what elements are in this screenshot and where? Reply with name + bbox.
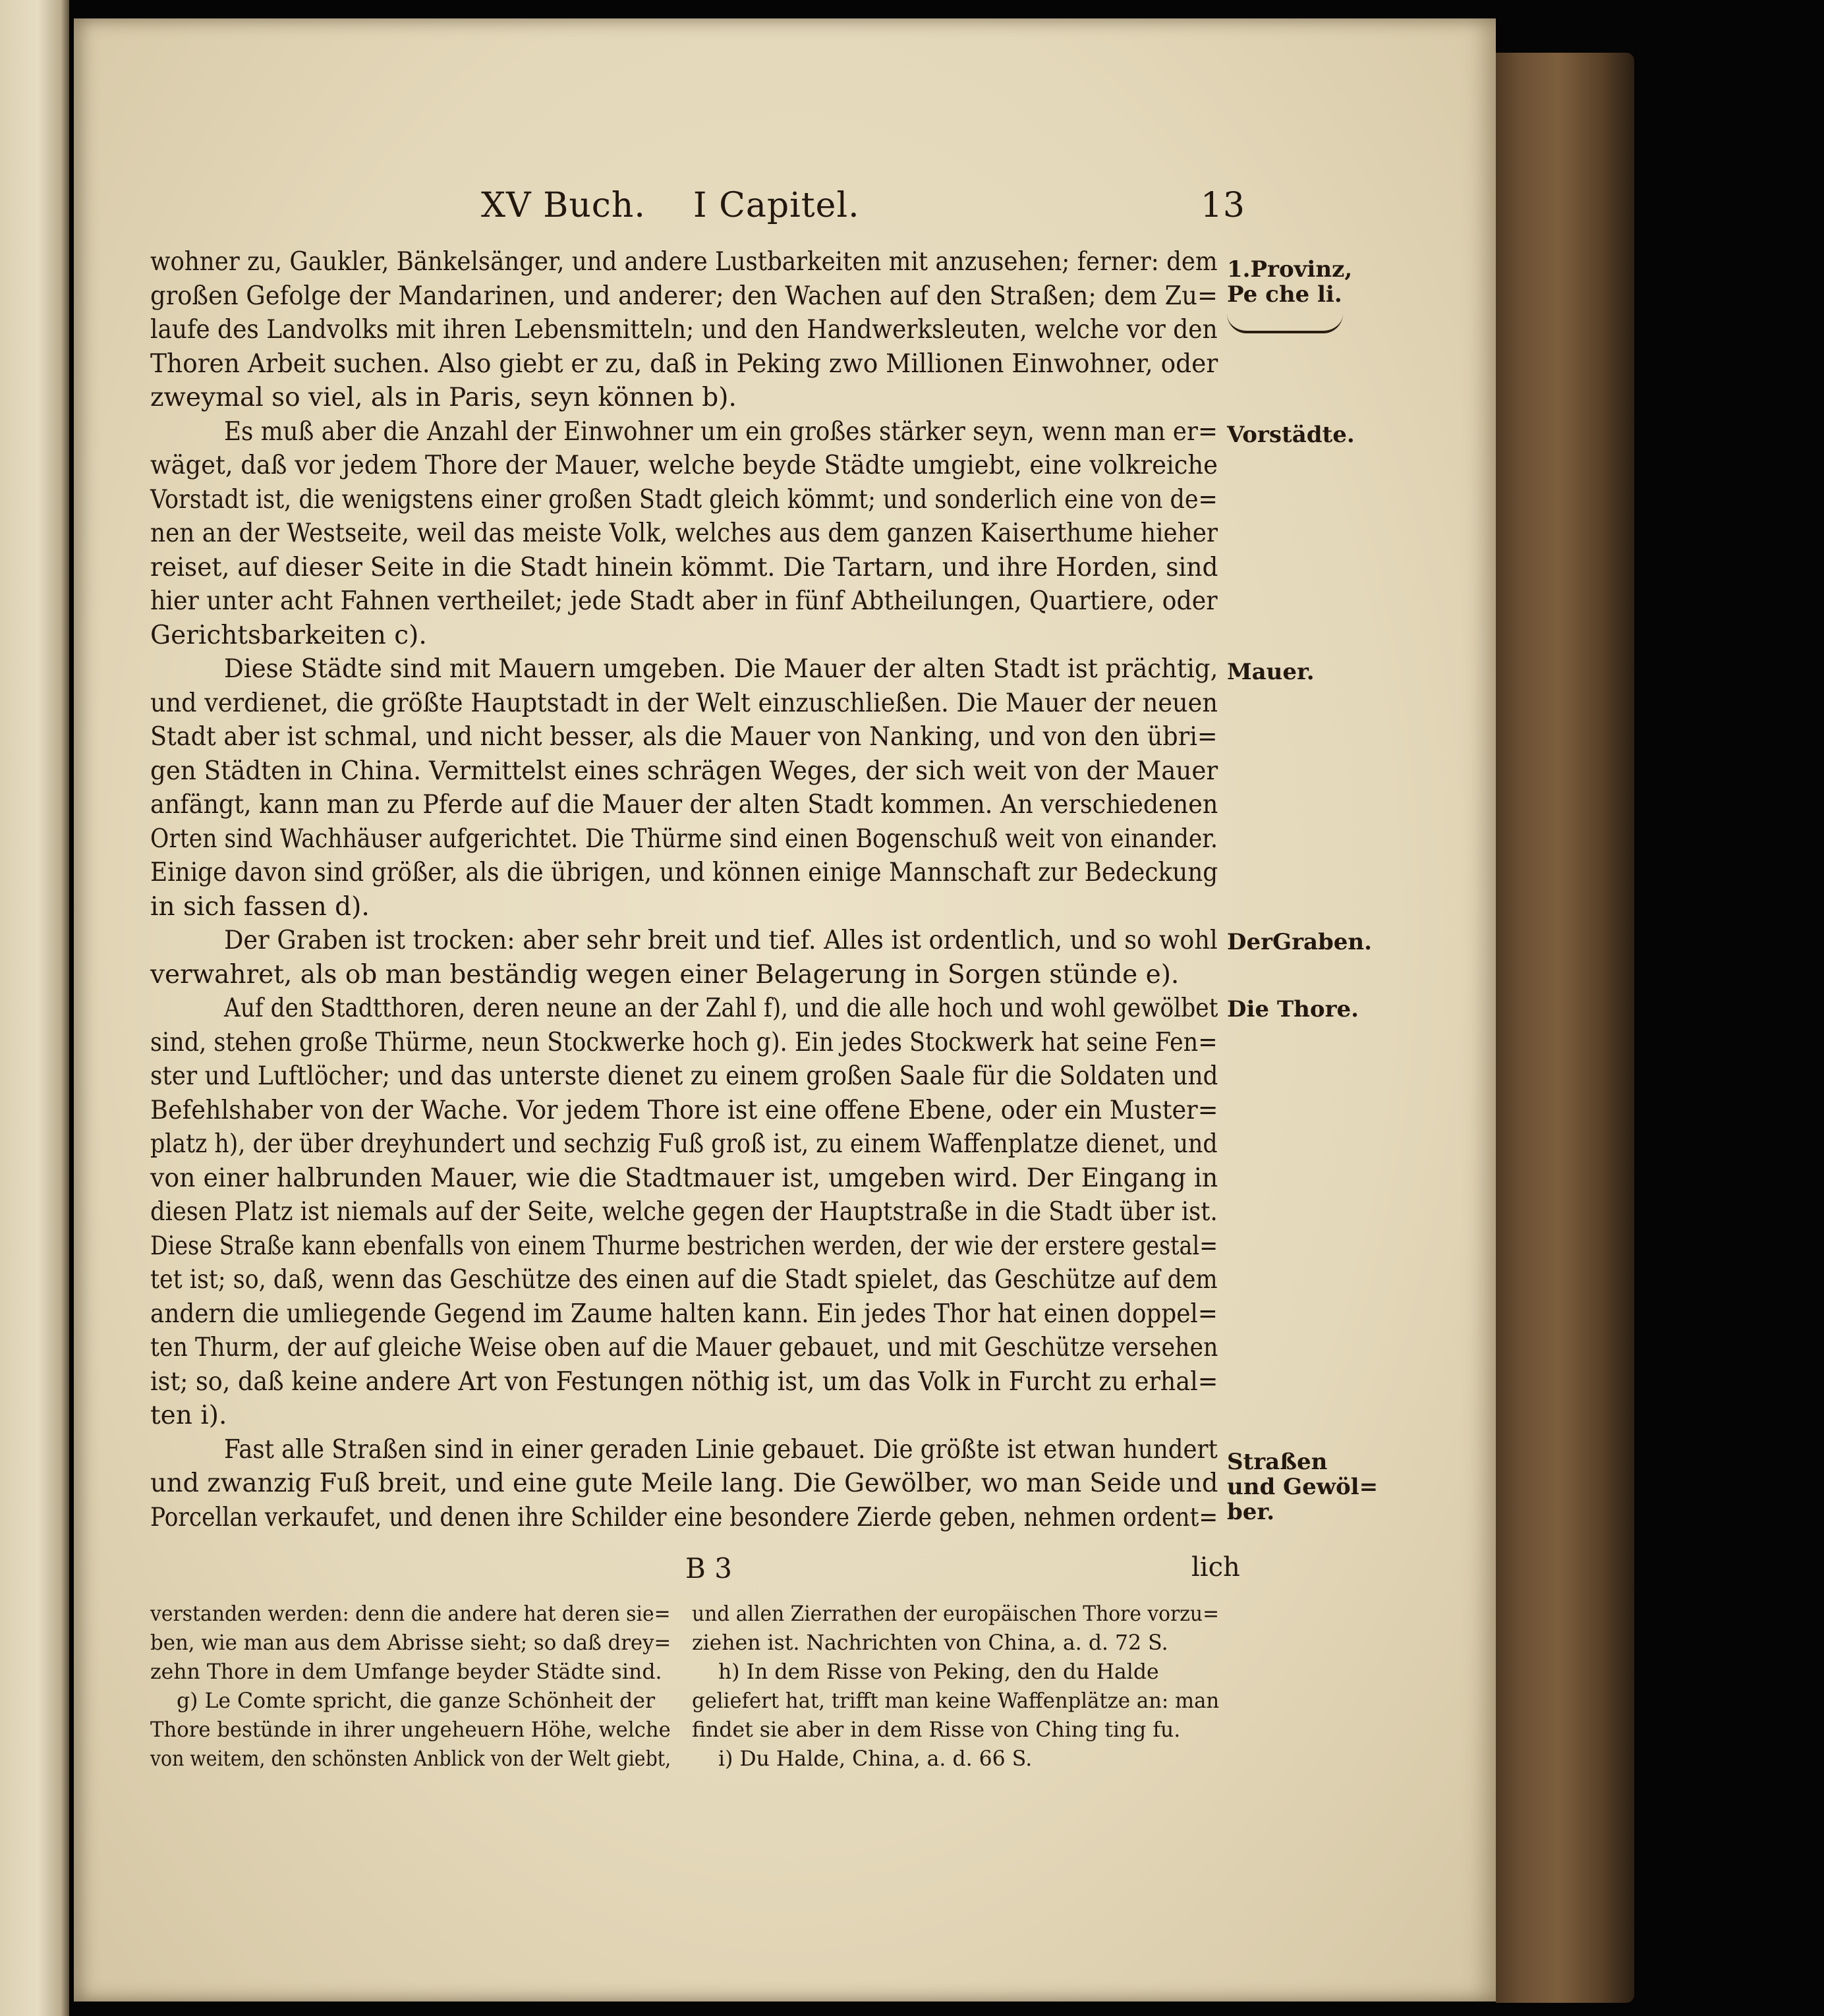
text-line: Orten sind Wachhäuser aufgerichtet. Die Thürme sind einen Bogenschuß weit von einander. [150,824,1218,854]
text-line: findet sie aber in dem Risse von Ching ting fu. [692,1718,1181,1742]
margin-note-vorstaedte: Vorstädte. [1227,422,1355,448]
text-line: i) Du Halde, China, a. d. 66 S. [718,1747,1033,1771]
text-line: großen Gefolge der Mandarinen, und anderer; den Wachen auf den Straßen; dem Zu= [150,281,1218,311]
text-line: Der Graben ist trocken: aber sehr breit und tief. Alles ist ordentlich, und so wohl [224,926,1218,955]
margin-note-graben: DerGraben. [1227,929,1372,955]
margin-note-line: und Gewöl= [1227,1474,1379,1500]
footnotes-left-column [150,1600,671,1774]
text-line: nen an der Westseite, weil das meiste Volk, welches aus dem ganzen Kaiserthume hieher [150,518,1218,548]
text-line: ten i). [150,1401,227,1430]
text-line: Thore bestünde in ihrer ungeheuern Höhe, welche [150,1718,671,1742]
margin-note-line: ber. [1227,1499,1275,1525]
text-line: von einer halbrunden Mauer, wie die Stadtmauer ist, umgeben wird. Der Eingang in [150,1163,1218,1193]
catchword: lich [1191,1552,1240,1582]
margin-note-thore: Die Thore. [1227,996,1359,1022]
text-line: verstanden werden: denn die andere hat deren sie= [150,1602,671,1626]
text-line: hier unter acht Fahnen vertheilet; jede Stadt aber in fünf Abtheilungen, Quartiere, oder [150,586,1218,616]
text-line: Es muß aber die Anzahl der Einwohner um ein großes stärker seyn, wenn man er= [224,416,1218,447]
text-line: sind, stehen große Thürme, neun Stockwerke hoch g). Ein jedes Stockwerk hat seine Fen= [150,1027,1218,1057]
text-line: zweymal so viel, als in Paris, seyn können b). [150,383,737,412]
text-line: Diese Städte sind mit Mauern umgeben. Die Mauer der alten Stadt ist prächtig, [224,654,1218,684]
text-line: und verdienet, die größte Hauptstadt in der Welt einzuschließen. Die Mauer der neuen [150,688,1218,718]
text-line: Auf den Stadtthoren, deren neune an der Zahl f), und die alle hoch und wohl gewölbet [224,994,1218,1023]
margin-note-strassen [1227,1449,1378,1525]
book-title: XV Buch. [481,186,646,225]
text-line: in sich fassen d). [150,891,370,922]
text-line: Vorstadt ist, die wenigstens einer großen Stadt gleich kömmt; und sonderlich eine von de= [150,484,1218,515]
text-line: Einige davon sind größer, als die übrigen, und können einige Mannschaft zur Bedeckung [150,858,1218,887]
main-text-block [150,245,1218,1534]
text-line: Fast alle Straßen sind in einer geraden Linie gebauet. Die größte ist etwan hundert [224,1434,1218,1465]
text-line: ist; so, daß keine andere Art von Festungen nöthig ist, um das Volk in Furcht zu erhal= [150,1366,1218,1397]
text-line: Stadt aber ist schmal, und nicht besser, als die Mauer von Nanking, und von den übri= [150,722,1218,752]
margin-brace [1227,314,1343,333]
running-head [481,186,1245,232]
facing-page-edge [0,0,69,2016]
text-line: anfängt, kann man zu Pferde auf die Mauer der alten Stadt kommen. An verschiedenen [150,790,1218,820]
text-line: gen Städten in China. Vermittelst eines schrägen Weges, der sich weit von der Mauer [150,756,1218,786]
text-line: Befehlshaber von der Wache. Vor jedem Thore ist eine offene Ebene, oder ein Muster= [150,1095,1218,1125]
margin-note-line: Straßen [1227,1449,1328,1475]
text-line: diesen Platz ist niemals auf der Seite, welche gegen der Hauptstraße in die Stadt über ist. [150,1197,1218,1227]
book-spine [1496,53,1634,2003]
text-line: laufe des Landvolks mit ihren Lebensmitteln; und den Handwerksleuten, welche vor den [150,315,1218,345]
text-line: ziehen ist. Nachrichten von China, a. d. 72 S. [692,1631,1168,1655]
text-line: reiset, auf dieser Seite in die Stadt hinein kömmt. Die Tartarn, und ihre Horden, sind [150,552,1218,582]
text-line: verwahret, als ob man beständig wegen einer Belagerung in Sorgen stünde e). [150,959,1180,990]
margin-note-line: 1.Provinz, [1227,256,1353,283]
text-line: Thoren Arbeit suchen. Also giebt er zu, daß in Peking zwo Millionen Einwohner, oder [150,349,1218,379]
text-line: ten Thurm, der auf gleiche Weise oben auf die Mauer gebauet, und mit Geschütze versehen [150,1333,1218,1362]
text-line: Gerichtsbarkeiten c). [150,620,427,650]
chapter-title: I Capitel. [693,186,860,225]
page-number: 13 [1200,186,1245,225]
text-line: ben, wie man aus dem Abrisse sieht; so daß drey= [150,1631,671,1655]
margin-note-line: Pe che li. [1227,281,1342,308]
margin-note-mauer: Mauer. [1227,659,1315,685]
footnotes-right-column [692,1600,1219,1774]
text-line: geliefert hat, trifft man keine Waffenplätze an: man [692,1689,1220,1713]
text-line: platz h), der über dreyhundert und sechzig Fuß groß ist, zu einem Waffenplatze dienet, und [150,1129,1218,1159]
text-line: zehn Thore in dem Umfange beyder Städte sind. [150,1660,662,1684]
text-line: h) In dem Risse von Peking, den du Halde [718,1660,1159,1684]
text-line: und zwanzig Fuß breit, und eine gute Meile lang. Die Gewölber, wo man Seide und [150,1469,1218,1498]
text-line: von weitem, den schönsten Anblick von der Welt giebt, [150,1747,671,1771]
text-line: ster und Luftlöcher; und das unterste dienet zu einem großen Saale für die Soldaten und [150,1061,1218,1091]
text-line: wäget, daß vor jedem Thore der Mauer, welche beyde Städte umgiebt, eine volkreiche [150,451,1218,480]
text-line: Diese Straße kann ebenfalls von einem Thurme bestrichen werden, der wie der erstere gestal= [150,1231,1218,1261]
text-line: andern die umliegende Gegend im Zaume halten kann. Ein jedes Thor hat einen doppel= [150,1299,1218,1329]
text-line: und allen Zierrathen der europäischen Thore vorzu= [692,1602,1219,1626]
text-line: tet ist; so, daß, wenn das Geschütze des einen auf die Stadt spielet, das Geschütze auf dem [150,1265,1218,1295]
text-line: Porcellan verkaufet, und denen ihre Schilder eine besondere Zierde geben, nehmen ordent= [150,1502,1218,1532]
text-line: wohner zu, Gaukler, Bänkelsänger, und andere Lustbarkeiten mit anzusehen; ferner: dem [150,247,1218,277]
margin-note-provinz [1227,257,1352,307]
text-line: g) Le Comte spricht, die ganze Schönheit der [177,1689,656,1713]
signature-mark: B 3 [685,1552,732,1584]
